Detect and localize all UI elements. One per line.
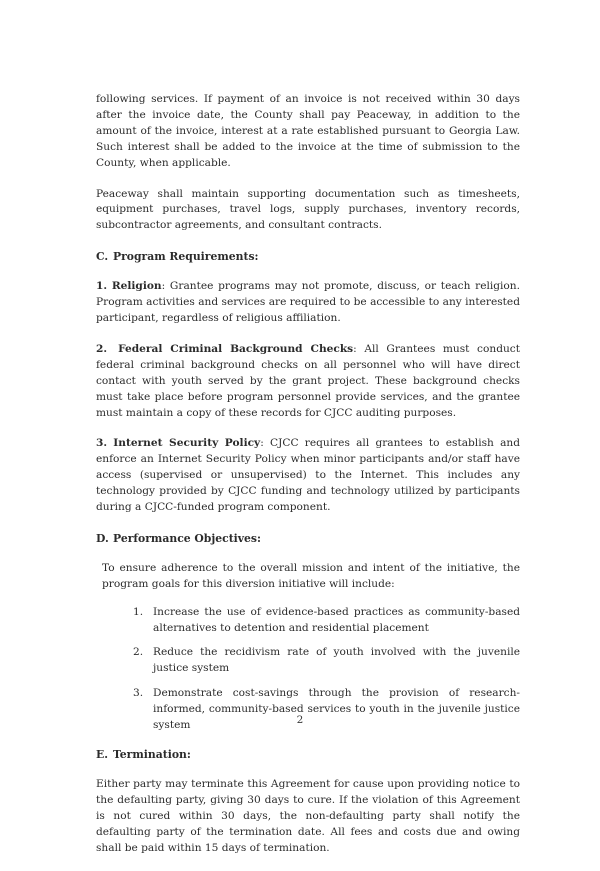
requirement-item-religion [96,279,520,327]
paragraph-supporting-documentation: Peaceway shall maintain supporting documentation such as timesheets, equipment purchases, travel logs, supply purchases, inventory records, subcontractor agreements, and consultant contracts. [96,187,520,232]
requirement-text-internet-security: : CJCC requires all grantees to establish and enforce an Internet Security Policy when minor participants and/or staff have access (supervised or unsupervised) to the Internet. This includes any technology provided by CJCC funding and technology utilized by participants during a CJCC-funded program component. [96,437,520,514]
requirement-number-3: 3. [96,437,108,450]
performance-objectives-intro: To ensure adherence to the overall mission and intent of the initiative, the program goals for this diversion initiative will include: [102,561,520,590]
requirement-term-background-checks: Federal Criminal Background Checks [118,342,354,355]
section-title-d: Performance Objectives: [113,531,261,545]
requirement-item-background-checks [96,342,520,422]
section-title-e: Termination: [113,748,191,761]
section-heading-termination [96,747,520,763]
section-letter-d: D. [96,531,109,545]
paragraph-termination-terms: Either party may terminate this Agreement for cause upon providing notice to the defaulting party, giving 30 days to cure. If the violation of this Agreement is not cured within 30 days, the non-defaulting party shall notify the defaulting party of the termination date. All fees and costs due and owing shall be paid within 15 days of termination. [96,777,520,854]
requirement-term-religion: Religion [111,280,162,293]
requirement-term-internet-security: Internet Security Policy [113,437,261,450]
requirement-number-2: 2. [96,342,108,355]
page-number: 2 [296,714,304,726]
program-goal-item: Demonstrate cost-savings through the provision of research-informed, community-based services to youth in the juvenile justice system [153,687,520,732]
section-title-c: Program Requirements: [113,250,259,264]
requirement-item-internet-security [96,436,520,516]
document-body [96,92,520,871]
section-heading-program-requirements [96,249,520,265]
requirement-text-background-checks: : All Grantees must conduct federal criminal background checks on all personnel who will have direct contact with youth served by the grant project. These background checks must take place before program personnel provide services, and the grantee must maintain a copy of these records for CJCC auditing purposes. [96,342,520,419]
section-heading-performance-objectives [96,531,520,547]
requirement-text-religion: : Grantee programs may not promote, discuss, or teach religion. Program activities and services are required to be accessible to any interested participant, regardless of religious affiliation. [96,280,520,324]
section-letter-c: C. [96,250,109,264]
program-goal-item: Increase the use of evidence-based practices as community-based alternatives to detention and residential placement [153,605,520,634]
section-letter-e: E. [96,748,108,761]
program-goal-item: Reduce the recidivism rate of youth involved with the juvenile justice system [153,646,520,675]
requirement-number-1: 1. [96,280,108,293]
paragraph-invoice-terms: following services. If payment of an invoice is not received within 30 days after the invoice date, the County shall pay Peaceway, in addition to the amount of the invoice, interest at a rate established pursuant to Georgia Law. Such interest shall be added to the invoice at the time of submission to the County, when applicable. [96,93,520,169]
